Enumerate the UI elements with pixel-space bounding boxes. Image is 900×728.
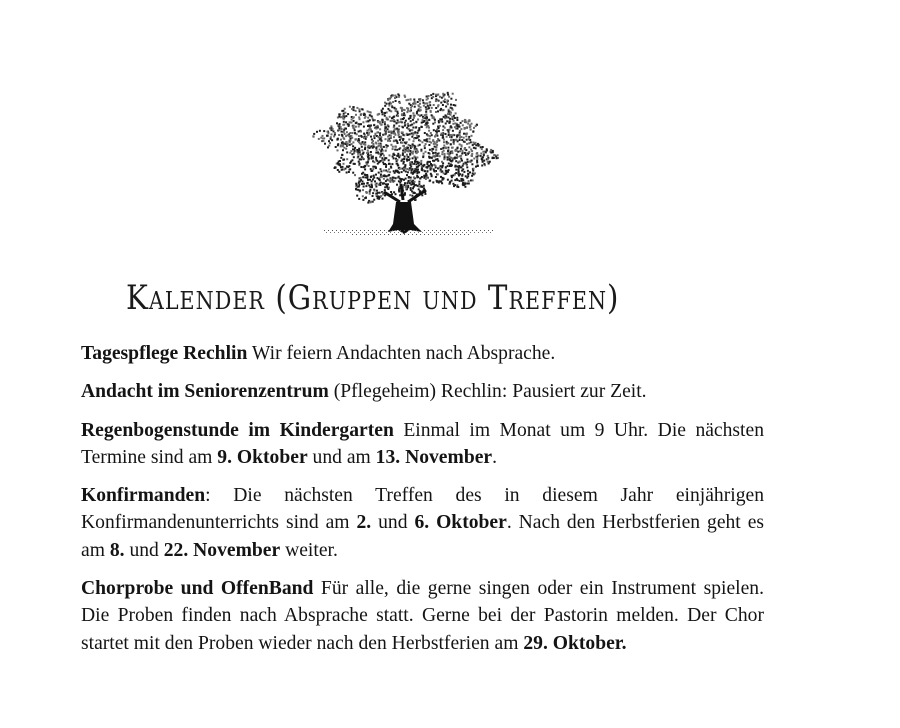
entry-text: und <box>124 539 164 561</box>
entry-chorprobe <box>81 575 764 657</box>
entry-andacht <box>81 378 764 405</box>
entry-name: Chorprobe und OffenBand <box>81 578 314 600</box>
entry-regenbogenstunde <box>81 417 764 472</box>
entry-text: und <box>371 512 415 534</box>
oak-tree-icon <box>300 74 510 244</box>
entry-text: . Nach den Herbstferien geht es am <box>81 512 765 561</box>
entry-date: 6. Oktober <box>414 512 507 534</box>
entry-text: weiter. <box>280 539 338 561</box>
section-heading <box>80 278 763 318</box>
entry-text: Wir feiern Andachten nach Absprache. <box>247 343 556 364</box>
entry-text: . <box>492 446 498 468</box>
section-title: Kalender (Gruppen und Treffen) <box>126 278 620 318</box>
entry-name: Andacht im Seniorenzentrum <box>81 381 329 403</box>
entry-name: Konfirmanden <box>81 485 206 507</box>
entry-text: (Pflegeheim) Rechlin: Pausiert zur Zeit. <box>328 381 647 403</box>
entry-text: : Die nächsten Treffen des in diesem Jahr einjährigen Konfirmandenunterrichts sind am <box>81 485 764 534</box>
entry-date: 22. November <box>163 539 281 561</box>
calendar-entries <box>81 340 764 668</box>
entry-text: Einmal im Monat um 9 Uhr. Die nächsten Termine sind am <box>81 419 764 468</box>
entry-name: Regenbogenstunde im Kindergarten <box>81 419 394 441</box>
entry-date: 29. Oktober. <box>523 632 627 654</box>
entry-konfirmanden <box>81 482 764 564</box>
tree-illustration <box>300 74 510 244</box>
entry-text: Für alle, die gerne singen oder ein Instrument spielen. Die Proben finden nach Absprache statt. Gerne bei der Pastorin melden. Der Chor startet mit den Proben wieder nach den Herbstferien am <box>81 578 764 654</box>
entry-date: 8. <box>109 539 125 561</box>
entry-date: 13. November <box>375 446 493 468</box>
entry-tagespflege <box>81 340 764 367</box>
entry-text: und am <box>307 446 376 468</box>
entry-date: 2. <box>356 512 372 534</box>
entry-date: 9. Oktober <box>217 446 308 468</box>
entry-name: Tagespflege Rechlin <box>81 343 248 364</box>
